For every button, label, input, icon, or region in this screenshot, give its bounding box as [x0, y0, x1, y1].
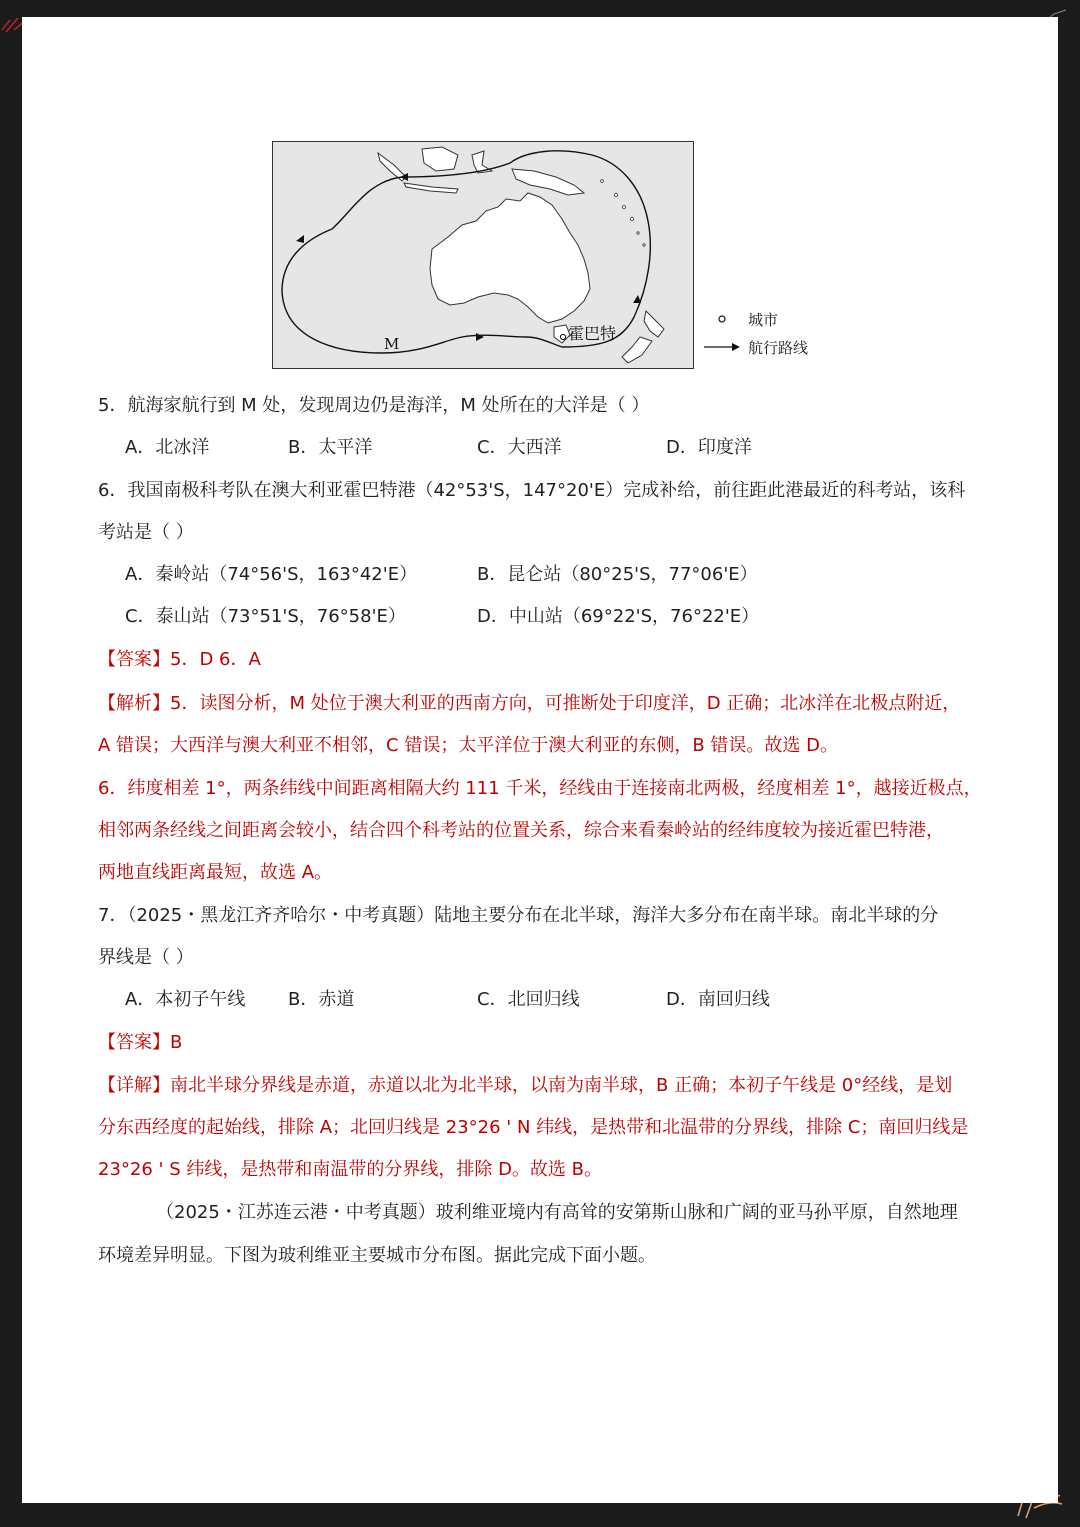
q5-stem: 5．航海家航行到 M 处，发现周边仍是海洋，M 处所在的大洋是（ ）	[98, 395, 650, 416]
q5-option-d: D．印度洋	[666, 437, 752, 458]
q7-stem-line1: 7．（2025・黑龙江齐齐哈尔・中考真题）陆地主要分布在北半球，海洋大多分布在南半球。南北半球的分	[98, 905, 939, 926]
q7-stem-line2: 界线是（ ）	[98, 947, 194, 968]
intro-line2: 环境差异明显。下图为玻利维亚主要城市分布图。据此完成下面小题。	[98, 1245, 656, 1266]
q7-option-a: A．本初子午线	[125, 989, 246, 1010]
hobart-label: 霍巴特	[568, 324, 617, 343]
legend-city-label: 城市	[748, 310, 779, 329]
city-circle-icon	[702, 308, 742, 330]
detail7-line2: 分东西经度的起始线，排除 A；北回归线是 23°26 ' N 纬线，是热带和北温带的分界线，排除 C；南回归线是	[98, 1117, 969, 1138]
q6-stem-line1: 6．我国南极科考队在澳大利亚霍巴特港（42°53'S，147°20'E）完成补给，前往距此港最近的科考站，该科	[98, 480, 966, 501]
q7-option-b: B．赤道	[288, 989, 355, 1010]
q5-option-a: A．北冰洋	[125, 437, 210, 458]
q7-option-d: D．南回归线	[666, 989, 770, 1010]
route-arrow-legend-icon	[702, 336, 742, 358]
q6-option-c: C．泰山站（73°51'S，76°58'E）	[125, 606, 406, 627]
q6-option-d: D．中山站（69°22'S，76°22'E）	[477, 606, 760, 627]
intro-line1: （2025・江苏连云港・中考真题）玻利维亚境内有高耸的安第斯山脉和广阔的亚马孙平原，自然地理	[156, 1202, 958, 1223]
voyage-map	[272, 141, 694, 369]
answer-7: 【答案】B	[98, 1032, 183, 1053]
detail7-line3: 23°26 ' S 纬线，是热带和南温带的分界线，排除 D。故选 B。	[98, 1159, 602, 1180]
legend-city-row	[702, 308, 779, 330]
legend-route-row	[702, 336, 809, 358]
detail7-line1: 【详解】南北半球分界线是赤道，赤道以北为北半球，以南为南半球，B 正确；本初子午线是 0°经线，是划	[98, 1075, 953, 1096]
map-legend	[702, 306, 832, 366]
analysis-line3: 6．纬度相差 1°，两条纬线中间距离相隔大约 111 千米，经线由于连接南北两极，经度相差 1°，越接近极点，	[98, 778, 982, 799]
analysis-line5: 两地直线距离最短，故选 A。	[98, 862, 333, 883]
q5-option-b: B．太平洋	[288, 437, 373, 458]
q5-option-c: C．大西洋	[477, 437, 562, 458]
hobart-city-marker	[560, 334, 565, 339]
q6-option-b: B．昆仑站（80°25'S，77°06'E）	[477, 564, 758, 585]
analysis-line2: A 错误；大西洋与澳大利亚不相邻，C 错误；太平洋位于澳大利亚的东侧，B 错误。故选 D。	[98, 735, 838, 756]
q6-stem-line2: 考站是（ ）	[98, 522, 194, 543]
m-label: M	[384, 335, 400, 353]
q6-option-a: A．秦岭站（74°56'S，163°42'E）	[125, 564, 418, 585]
answer-5-6: 【答案】5．D 6．A	[98, 649, 261, 670]
analysis-line4: 相邻两条经线之间距离会较小，结合四个科考站的位置关系，综合来看秦岭站的经纬度较为接近霍巴特港，	[98, 820, 944, 841]
analysis-line1: 【解析】5．读图分析，M 处位于澳大利亚的西南方向，可推断处于印度洋，D 正确；北冰洋在北极点附近，	[98, 693, 961, 714]
q7-option-c: C．北回归线	[477, 989, 580, 1010]
legend-route-label: 航行路线	[748, 338, 809, 357]
